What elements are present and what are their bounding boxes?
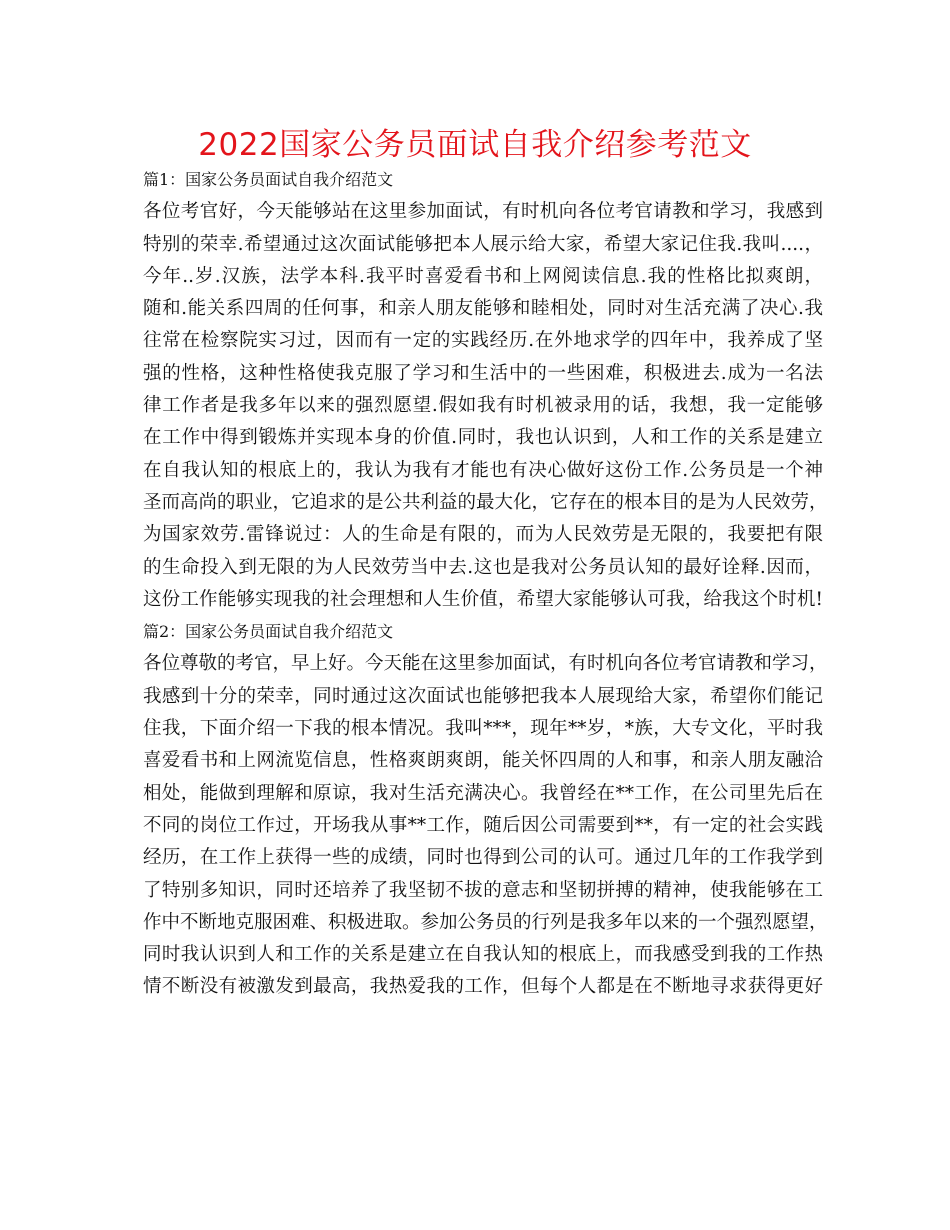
paragraph-line: 在自我认知的根底上的，我认为我有才能也有决心做好这份工作.公务员是一个神	[143, 459, 823, 481]
section-heading-2: 篇2：国家公务员面试自我介绍范文	[143, 622, 394, 642]
paragraph-line: 情不断没有被激发到最高，我热爱我的工作，但每个人都是在不断地寻求获得更好	[143, 976, 823, 998]
paragraph-line: 了特别多知识，同时还培养了我坚韧不拔的意志和坚韧拼搏的精神，使我能够在工	[143, 879, 823, 901]
paragraph-line: 强的性格，这种性格使我克服了学习和生活中的一些困难，积极进去.成为一名法	[143, 362, 823, 384]
paragraph-line: 经历，在工作上获得一些的成绩，同时也得到公司的认可。通过几年的工作我学到	[143, 847, 823, 869]
paragraph-line: 各位考官好，今天能够站在这里参加面试，有时机向各位考官请教和学习，我感到	[143, 201, 823, 223]
paragraph-line: 在工作中得到锻炼并实现本身的价值.同时，我也认识到，人和工作的关系是建立	[143, 427, 823, 449]
paragraph-line: 同时我认识到人和工作的关系是建立在自我认知的根底上，而我感受到我的工作热	[143, 944, 823, 966]
paragraph-line: 的生命投入到无限的为人民效劳当中去.这也是我对公务员认知的最好诠释.因而，	[143, 556, 823, 578]
paragraph-line: 特别的荣幸.希望通过这次面试能够把本人展示给大家，希望大家记住我.我叫....，	[143, 233, 823, 255]
paragraph-line: 相处，能做到理解和原谅，我对生活充满决心。我曾经在**工作，在公司里先后在	[143, 782, 823, 804]
section-heading-1: 篇1：国家公务员面试自我介绍范文	[143, 170, 394, 189]
document-body	[143, 164, 828, 1004]
paragraph-line: 为国家效劳.雷锋说过：人的生命是有限的，而为人民效劳是无限的，我要把有限	[143, 524, 823, 546]
paragraph-line: 住我，下面介绍一下我的根本情况。我叫***，现年**岁，*族，大专文化，平时我	[143, 718, 823, 740]
paragraph-line: 律工作者是我多年以来的强烈愿望.假如我有时机被录用的话，我想，我一定能够	[143, 395, 823, 417]
paragraph-line: 我感到十分的荣幸，同时通过这次面试也能够把我本人展现给大家，希望你们能记	[143, 685, 823, 707]
paragraph-line: 这份工作能够实现我的社会理想和人生价值，希望大家能够认可我，给我这个时机!	[143, 588, 823, 610]
paragraph-line: 作中不断地克服困难、积极进取。参加公务员的行列是我多年以来的一个强烈愿望，	[143, 911, 828, 933]
paragraph-line: 各位尊敬的考官，早上好。今天能在这里参加面试，有时机向各位考官请教和学习，	[143, 653, 828, 675]
paragraph-line: 喜爱看书和上网流览信息，性格爽朗爽朗，能关怀四周的人和事，和亲人朋友融洽	[143, 750, 823, 772]
paragraph-line: 不同的岗位工作过，开场我从事**工作，随后因公司需要到**，有一定的社会实践	[143, 814, 823, 836]
paragraph-line: 往常在检察院实习过，因而有一定的实践经历.在外地求学的四年中，我养成了坚	[143, 330, 823, 352]
document-title: 2022国家公务员面试自我介绍参考范文	[198, 127, 752, 163]
paragraph-line: 今年..岁.汉族，法学本科.我平时喜爱看书和上网阅读信息.我的性格比拟爽朗，	[143, 265, 823, 287]
paragraph-line: 随和.能关系四周的任何事，和亲人朋友能够和睦相处，同时对生活充满了决心.我	[143, 298, 823, 320]
paragraph-line: 圣而高尚的职业，它追求的是公共利益的最大化，它存在的根本目的是为人民效劳，	[143, 491, 828, 513]
